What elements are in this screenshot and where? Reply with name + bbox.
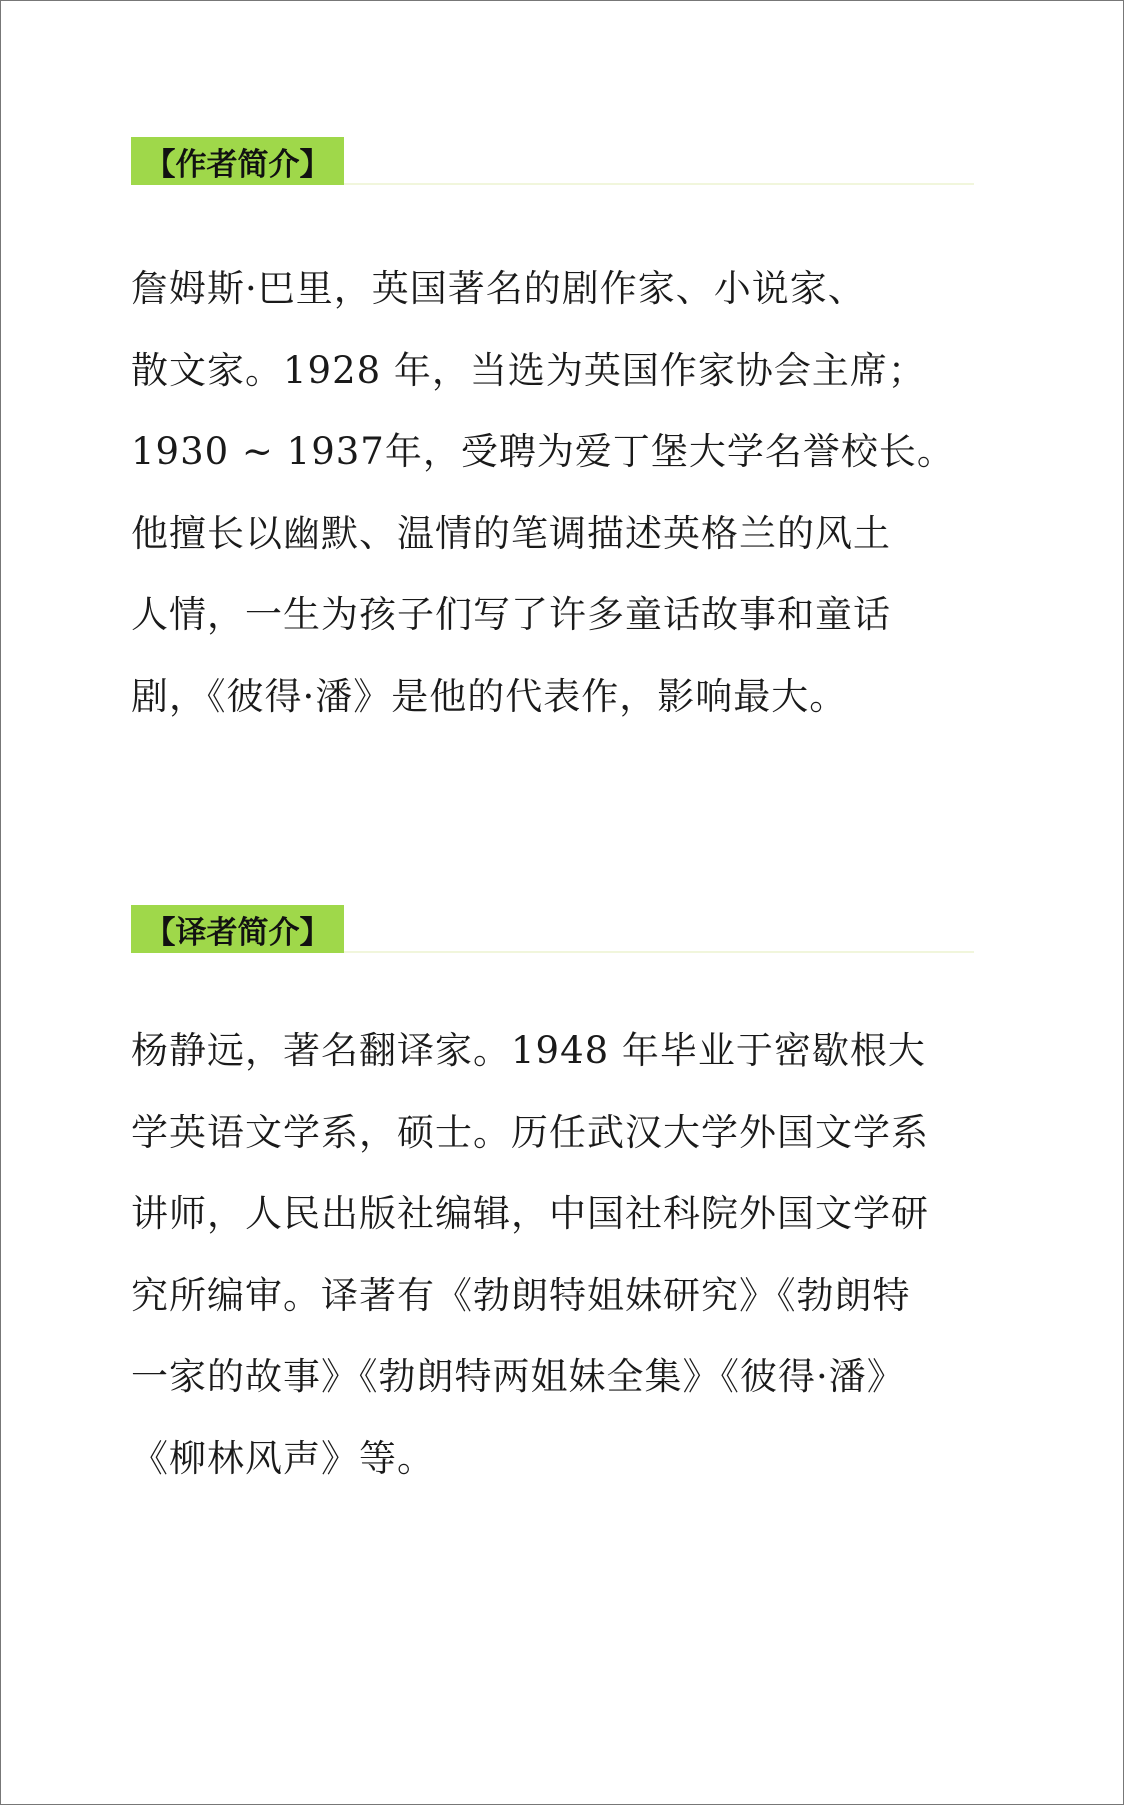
translator-heading-label: 【译者简介】 xyxy=(131,905,344,953)
author-bio xyxy=(131,248,955,737)
text-line: 剧，《彼得·潘》是他的代表作，影响最大。 xyxy=(131,674,848,718)
heading-divider xyxy=(344,951,974,953)
author-heading xyxy=(131,137,344,185)
text-line: 一家的故事》《勃朗特两姐妹全集》《彼得·潘》 xyxy=(131,1355,905,1398)
text-line: 《柳林风声》等。 xyxy=(131,1436,435,1480)
text-line: 人情，一生为孩子们写了许多童话故事和童话 xyxy=(131,593,891,636)
text-line: 杨静远，著名翻译家。1948 年毕业于密歇根大 xyxy=(131,1029,926,1072)
text-line: 究所编审。译著有《勃朗特姐妹研究》《勃朗特 xyxy=(131,1273,911,1317)
text-line: 1930 ~ 1937年，受聘为爱丁堡大学名誉校长。 xyxy=(131,430,955,473)
translator-bio xyxy=(131,1010,931,1499)
text-line: 他擅长以幽默、温情的笔调描述英格兰的风土 xyxy=(131,511,891,555)
text-line: 学英语文学系，硕士。历任武汉大学外国文学系 xyxy=(131,1110,929,1154)
author-heading-label: 【作者简介】 xyxy=(131,137,344,185)
text-line: 散文家。1928 年，当选为英国作家协会主席； xyxy=(131,348,926,392)
translator-heading xyxy=(131,905,344,953)
text-line: 讲师，人民出版社编辑，中国社科院外国文学研 xyxy=(131,1192,929,1235)
text-line: 詹姆斯·巴里，英国著名的剧作家、小说家、 xyxy=(131,267,866,310)
heading-divider xyxy=(344,183,974,185)
